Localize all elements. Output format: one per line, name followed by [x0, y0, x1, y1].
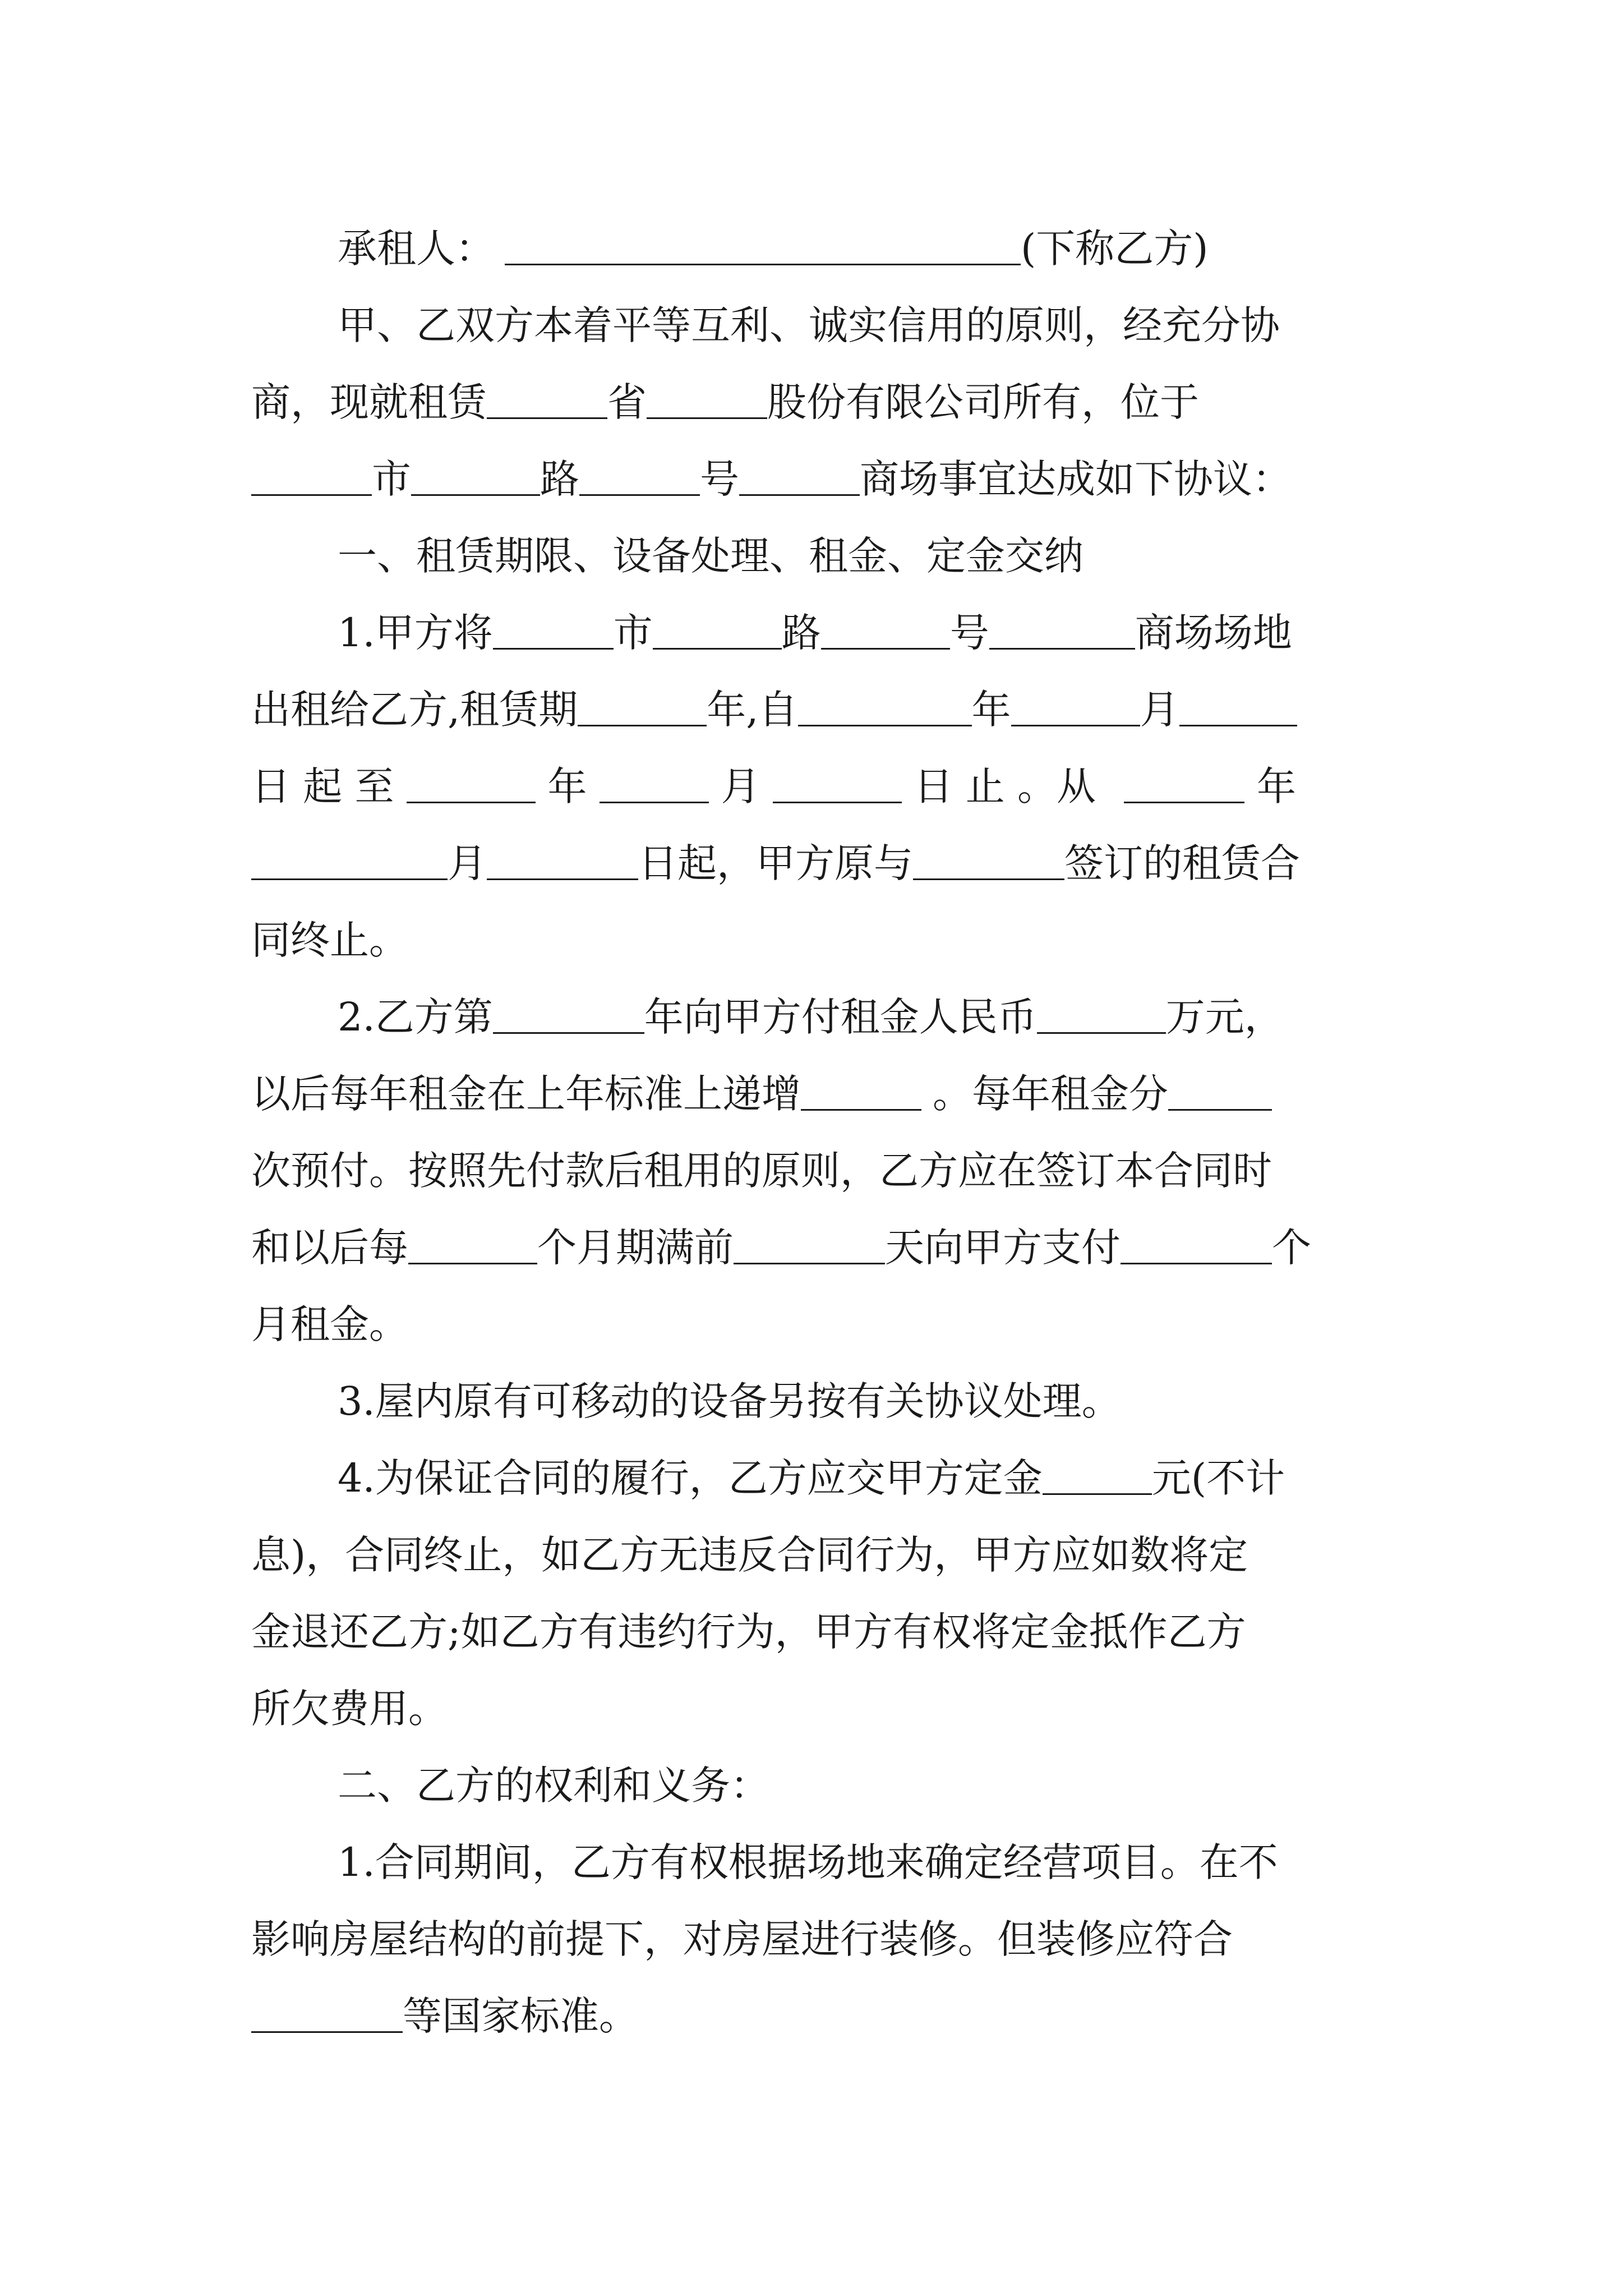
- s1i1-road-blank: [653, 609, 782, 650]
- s1i4-text-a: 4.为保证合同的履行，乙方应交甲方定金: [338, 1455, 1043, 1501]
- s1i1-text-j: 日 起 至: [251, 763, 394, 809]
- increase-rate-blank: [801, 1070, 921, 1111]
- s1i2-text-k: 月租金。: [251, 1301, 408, 1347]
- intro-line-1: [251, 287, 1390, 364]
- s1i2-text-d: 以后每年租金在上年标准上递增: [251, 1071, 801, 1117]
- s1i1-city-blank: [493, 609, 614, 650]
- s1i2-text-e: 。每年租金分: [933, 1071, 1168, 1117]
- city-blank: [251, 455, 372, 496]
- s1i4-text-c: 息)，合同终止，如乙方无违反合同行为，甲方应如数将定: [251, 1532, 1248, 1578]
- lessee-suffix: (下称乙方): [1021, 226, 1209, 272]
- s1i1-text-b: 市: [613, 610, 653, 656]
- contract-page: [251, 210, 1390, 2055]
- s1-item2-line1: [251, 979, 1390, 1056]
- pay-months-blank: [1121, 1223, 1272, 1264]
- intro-text-3a: 市: [372, 456, 411, 502]
- lease-years-blank: [578, 685, 707, 726]
- s2i1-text-a: 1.合同期间，乙方有权根据场地来确定经营项目。在不: [338, 1839, 1278, 1885]
- days-blank: [734, 1223, 885, 1264]
- from-day-blank: [487, 839, 638, 880]
- s1i4-text-e: 所欠费用。: [251, 1686, 448, 1732]
- intro-text-3b: 路: [540, 456, 579, 502]
- s2i1-text-c: 等国家标准。: [403, 1993, 638, 2039]
- s1i1-text-k: 年: [547, 763, 587, 809]
- s1-item2-line4: [251, 1209, 1390, 1286]
- mall-blank: [739, 455, 860, 496]
- original-party-blank: [913, 839, 1064, 880]
- s1i1-text-c: 路: [781, 610, 821, 656]
- s1-item1-line5: [251, 902, 1390, 979]
- s1-item2-line5: [251, 1286, 1390, 1363]
- rent-year-blank: [493, 993, 644, 1034]
- s1i2-text-i: 天向甲方支付: [885, 1225, 1121, 1271]
- section1-title-text: 一、租赁期限、设备处理、租金、定金交纳: [338, 533, 1083, 579]
- months-blank: [408, 1223, 537, 1264]
- s1-item1-line1: [251, 595, 1390, 671]
- s1-item2-line2: [251, 1056, 1390, 1133]
- section1-title: [251, 518, 1390, 595]
- section2-title-text: 二、乙方的权利和义务：: [338, 1763, 769, 1809]
- s1i1-text-g: 年,自: [707, 687, 798, 733]
- end-year-blank: [407, 762, 536, 803]
- start-year-blank: [798, 685, 972, 726]
- s1-item1-line2: [251, 671, 1390, 748]
- company-blank: [647, 378, 767, 419]
- section2-title: [251, 1747, 1390, 1824]
- s2i1-text-b: 影响房屋结构的前提下，对房屋进行装修。但装修应符合: [251, 1916, 1233, 1962]
- s1i2-text-j: 个: [1272, 1225, 1311, 1271]
- s1i3-text: 3.屋内原有可移动的设备另按有关协议处理。: [338, 1378, 1121, 1424]
- s1i2-text-f: 次预付。按照先付款后租用的原则，乙方应在签订本合同时: [251, 1148, 1272, 1194]
- s2-item1-line2: [251, 1901, 1390, 1978]
- s1i1-text-f: 出租给乙方,租赁期: [251, 687, 578, 733]
- s1i2-text-h: 个月期满前: [537, 1225, 734, 1271]
- start-month-blank: [1011, 685, 1140, 726]
- intro-line-2: [251, 364, 1390, 441]
- s1i1-mall-blank: [989, 609, 1135, 650]
- s1i1-text-m: 日 止 。从: [914, 763, 1096, 809]
- s2-item1-line1: [251, 1824, 1390, 1901]
- province-blank: [487, 378, 607, 419]
- s1i1-text-a: 1.甲方将: [338, 610, 493, 656]
- s1-item4-line4: [251, 1671, 1390, 1747]
- s1-item4-line3: [251, 1594, 1390, 1671]
- start-day-blank: [1179, 685, 1297, 726]
- lessee-line: [251, 210, 1390, 287]
- s1i1-text-e: 商场场地: [1135, 610, 1292, 656]
- intro-text-2c: 股份有限公司所有，位于: [767, 379, 1199, 425]
- s1i4-text-d: 金退还乙方;如乙方有违约行为，甲方有权将定金抵作乙方: [251, 1609, 1246, 1655]
- number-blank: [579, 455, 700, 496]
- s1i1-text-n: 年: [1257, 763, 1297, 809]
- intro-text-2b: 省: [607, 379, 647, 425]
- from-month-blank: [251, 839, 448, 880]
- s1i2-text-b: 年向甲方付租金人民币: [644, 994, 1037, 1040]
- road-blank: [411, 455, 540, 496]
- s1i1-text-o: 月: [448, 840, 487, 886]
- intro-line-3: [251, 441, 1390, 518]
- standard-blank: [251, 1992, 403, 2033]
- s1i1-text-p: 日起，甲方原与: [638, 840, 913, 886]
- s1i1-number-blank: [821, 609, 950, 650]
- s1i2-text-g: 和以后每: [251, 1225, 408, 1271]
- end-day-blank: [773, 762, 902, 803]
- s1-item1-line3: [251, 748, 1390, 825]
- s1-item3-line1: [251, 1363, 1390, 1440]
- deposit-blank: [1043, 1454, 1152, 1495]
- end-month-blank: [600, 762, 709, 803]
- s1-item4-line2: [251, 1517, 1390, 1594]
- s1i1-text-d: 号: [949, 610, 989, 656]
- s1i1-text-i: 月: [1140, 687, 1179, 733]
- s1i1-text-q: 签订的租赁合: [1064, 840, 1300, 886]
- lessee-name-blank: [505, 224, 1021, 265]
- rent-amount-blank: [1037, 993, 1166, 1034]
- intro-text-1: 甲、乙双方本着平等互利、诚实信用的原则，经充分协: [338, 302, 1280, 348]
- s1-item4-line1: [251, 1440, 1390, 1517]
- intro-text-2a: 商，现就租赁: [251, 379, 487, 425]
- s1i2-text-a: 2.乙方第: [338, 994, 493, 1040]
- s1i1-text-r: 同终止。: [251, 917, 408, 963]
- s2-item1-line3: [251, 1978, 1390, 2055]
- from-year-blank: [1124, 762, 1244, 803]
- s1-item1-line4: [251, 825, 1390, 902]
- s1i2-text-c: 万元，: [1165, 994, 1284, 1040]
- s1i1-text-l: 月: [721, 763, 760, 809]
- installments-blank: [1168, 1070, 1272, 1111]
- lessee-label: 承租人：: [338, 226, 495, 272]
- s1i1-text-h: 年: [971, 687, 1011, 733]
- s1-item2-line3: [251, 1133, 1390, 1209]
- intro-text-3d: 商场事宜达成如下协议：: [860, 456, 1292, 502]
- s1i4-text-b: 元(不计: [1151, 1455, 1285, 1501]
- intro-text-3c: 号: [700, 456, 739, 502]
